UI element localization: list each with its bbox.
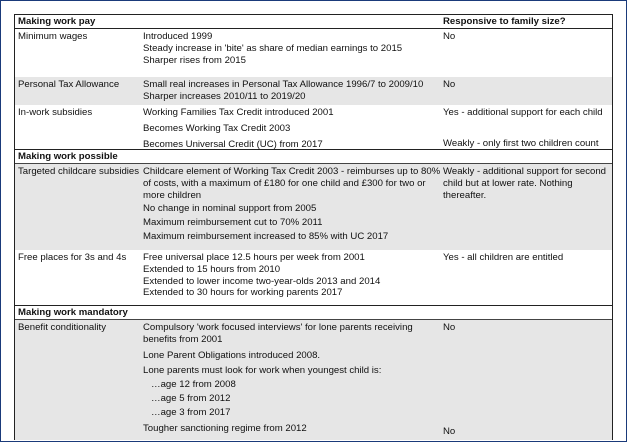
policy-line: …age 3 from 2017	[151, 406, 231, 418]
response-cell: No	[443, 79, 456, 90]
policy-line: Lone parents must look for work when youngest child is:	[143, 365, 382, 377]
policy-line: …age 5 from 2012	[151, 392, 231, 404]
row-free-places	[15, 250, 612, 304]
row-label: Minimum wages	[18, 31, 88, 42]
policy-line: Childcare element of Working Tax Credit 2003 - reimburses up to 80% of costs, with a maximum of £180 for one child and £300 for two or more children	[143, 166, 441, 201]
row-label: Benefit conditionality	[18, 322, 106, 333]
policy-line: Introduced 1999	[143, 31, 213, 42]
row-childcare-subsidies	[15, 164, 612, 250]
row-benefit-conditionality	[15, 320, 612, 440]
response-cell: Weakly - additional support for second child but at lower rate. Nothing thereafter.	[443, 166, 607, 201]
row-personal-tax-allowance	[15, 77, 612, 105]
policy-line: Becomes Working Tax Credit 2003	[143, 122, 291, 134]
table-header-row	[15, 15, 612, 28]
section-title: Making work mandatory	[18, 307, 128, 318]
response-cell: Weakly - only first two children count	[443, 137, 599, 149]
policy-line: Extended to 15 hours from 2010	[143, 263, 281, 275]
response-cell: Yes - additional support for each child	[443, 107, 603, 118]
policy-line: Sharper increases 2010/11 to 2019/20	[143, 90, 306, 102]
row-minimum-wages	[15, 29, 612, 69]
row-label: Free places for 3s and 4s	[18, 252, 127, 263]
response-cell: No	[443, 31, 456, 42]
section-header-possible	[15, 150, 612, 163]
section-title: Making work possible	[18, 151, 118, 162]
policy-line: Maximum reimbursement increased to 85% with UC 2017	[143, 230, 389, 242]
row-label: Targeted childcare subsidies	[18, 166, 140, 177]
policy-line: Sharper rises from 2015	[143, 54, 246, 66]
row-label: Personal Tax Allowance	[18, 79, 120, 90]
policy-line: Tougher sanctioning regime from 2012	[143, 422, 307, 434]
response-cell: Yes - all children are entitled	[443, 252, 564, 263]
policy-line: Becomes Universal Credit (UC) from 2017	[143, 138, 323, 150]
response-cell: No	[443, 426, 456, 437]
policy-line: Small real increases in Personal Tax Allowance 1996/7 to 2009/10	[143, 79, 424, 90]
policy-line: Working Families Tax Credit introduced 2001	[143, 107, 334, 118]
policy-line: Compulsory 'work focused interviews' for lone parents receiving benefits from 2001	[143, 322, 413, 345]
row-label: In-work subsidies	[18, 107, 93, 118]
policy-line: Lone Parent Obligations introduced 2008.	[143, 349, 321, 361]
row-in-work-subsidies	[15, 105, 612, 149]
policy-line: Extended to 30 hours for working parents 2017	[143, 287, 343, 299]
section-header-mandatory	[15, 306, 612, 319]
policy-line: …age 12 from 2008	[151, 379, 236, 391]
policy-line: No change in nominal support from 2005	[143, 203, 317, 215]
policy-line: Steady increase in 'bite' as share of median earnings to 2015	[143, 42, 403, 54]
header-col1: Making work pay	[18, 16, 96, 27]
response-cell: No	[443, 322, 456, 333]
policy-table	[14, 14, 613, 440]
policy-line: Free universal place 12.5 hours per week from 2001	[143, 252, 365, 263]
policy-line: Maximum reimbursement cut to 70% 2011	[143, 217, 323, 229]
header-col3: Responsive to family size?	[443, 16, 566, 27]
policy-line: Extended to lower income two-year-olds 2013 and 2014	[143, 275, 381, 287]
